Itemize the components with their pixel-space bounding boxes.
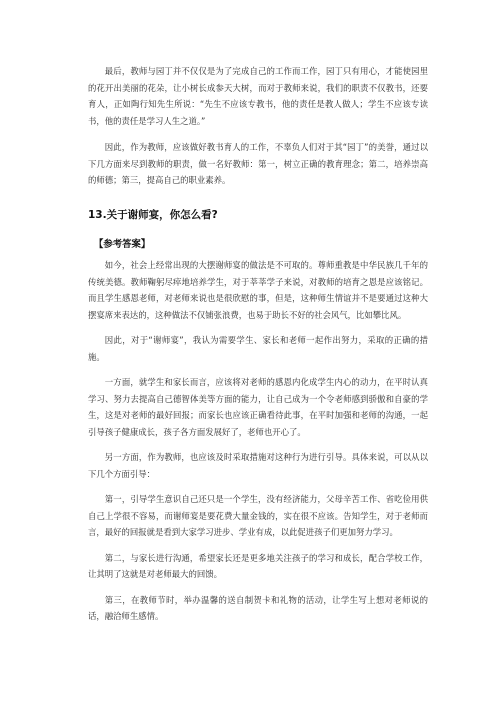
answer-section	[88, 257, 428, 625]
answer-paragraph: 第三，在教师节时，举办温馨的送自制贺卡和礼物的活动，让学生写上想对老师说的话，融洽师生感情。	[88, 594, 428, 621]
paragraph-gardener: 最后，教师与园丁并不仅仅是为了完成自己的工作而工作，园丁只有用心，才能使园里的花开出美丽的花朵，让小树长成参天大树，而对于教师来说，我们的职责不仅教书，还要育人，正如陶行知先生所说：“先生不应该专教书，他的责任是教人做人；学生不应该专读书，他的责任是学习人生之道。”	[88, 66, 428, 126]
reference-answer-label: 【参考答案】	[94, 239, 151, 250]
intro-section	[88, 63, 428, 189]
paragraph-therefore-teacher: 因此，作为教师，应该做好教书育人的工作，不辜负人们对于其“园丁”的美誉，通过以下几方面来尽到教师的职责，做一名好教师：第一，树立正确的教育理念；第二，培养崇高的师德；第三，提高自己的职业素养。	[88, 142, 428, 185]
answer-paragraph: 一方面，就学生和家长而言，应该将对老师的感恩内化成学生内心的动力，在平时认真学习、努力去提高自己德智体美等方面的能力，让自己成为一个令老师感到骄傲和自豪的学生，这是对老师的最好回报；而家长也应该正确看待此事，在平时加强和老师的沟通，一起引导孩子健康成长，孩子各方面发展好了，老师也开心了。	[88, 377, 428, 437]
answer-paragraph: 因此，对于“谢师宴”，我认为需要学生、家长和老师一起作出努力，采取的正确的措施。	[88, 335, 428, 362]
answer-paragraph: 另一方面，作为教师，也应该及时采取措施对这种行为进行引导。具体来说，可以从以下几个方面引导：	[88, 452, 428, 479]
answer-paragraph: 如今，社会上经常出现的大摆谢师宴的做法是不可取的。尊师重教是中华民族几千年的传统美德。教师鞠躬尽瘁地培养学生，对于莘莘学子来说，对教师的培育之恩是应该铭记。而且学生感恩老师，对老师来说也是很欣慰的事，但是，这种师生情谊并不是要通过这种大摆宴席来表达的，这种做法不仅铺张浪费，也易于助长不好的社会风气，比如攀比风。	[88, 260, 428, 320]
question-title: 13.关于谢师宴，你怎么看?	[88, 209, 218, 221]
answer-paragraph: 第二，与家长进行沟通，希望家长还是更多地关注孩子的学习和成长，配合学校工作，让其明了这就是对老师最大的回馈。	[88, 552, 428, 579]
answer-paragraph: 第一，引导学生意识自己还只是一个学生，没有经济能力，父母辛苦工作、省吃俭用供自己上学很不容易，而谢师宴是要花费大量金钱的，实在很不应该。告知学生，对于老师而言，最好的回报就是看到大家学习进步、学业有成，以此促进孩子们更加努力学习。	[88, 494, 428, 537]
